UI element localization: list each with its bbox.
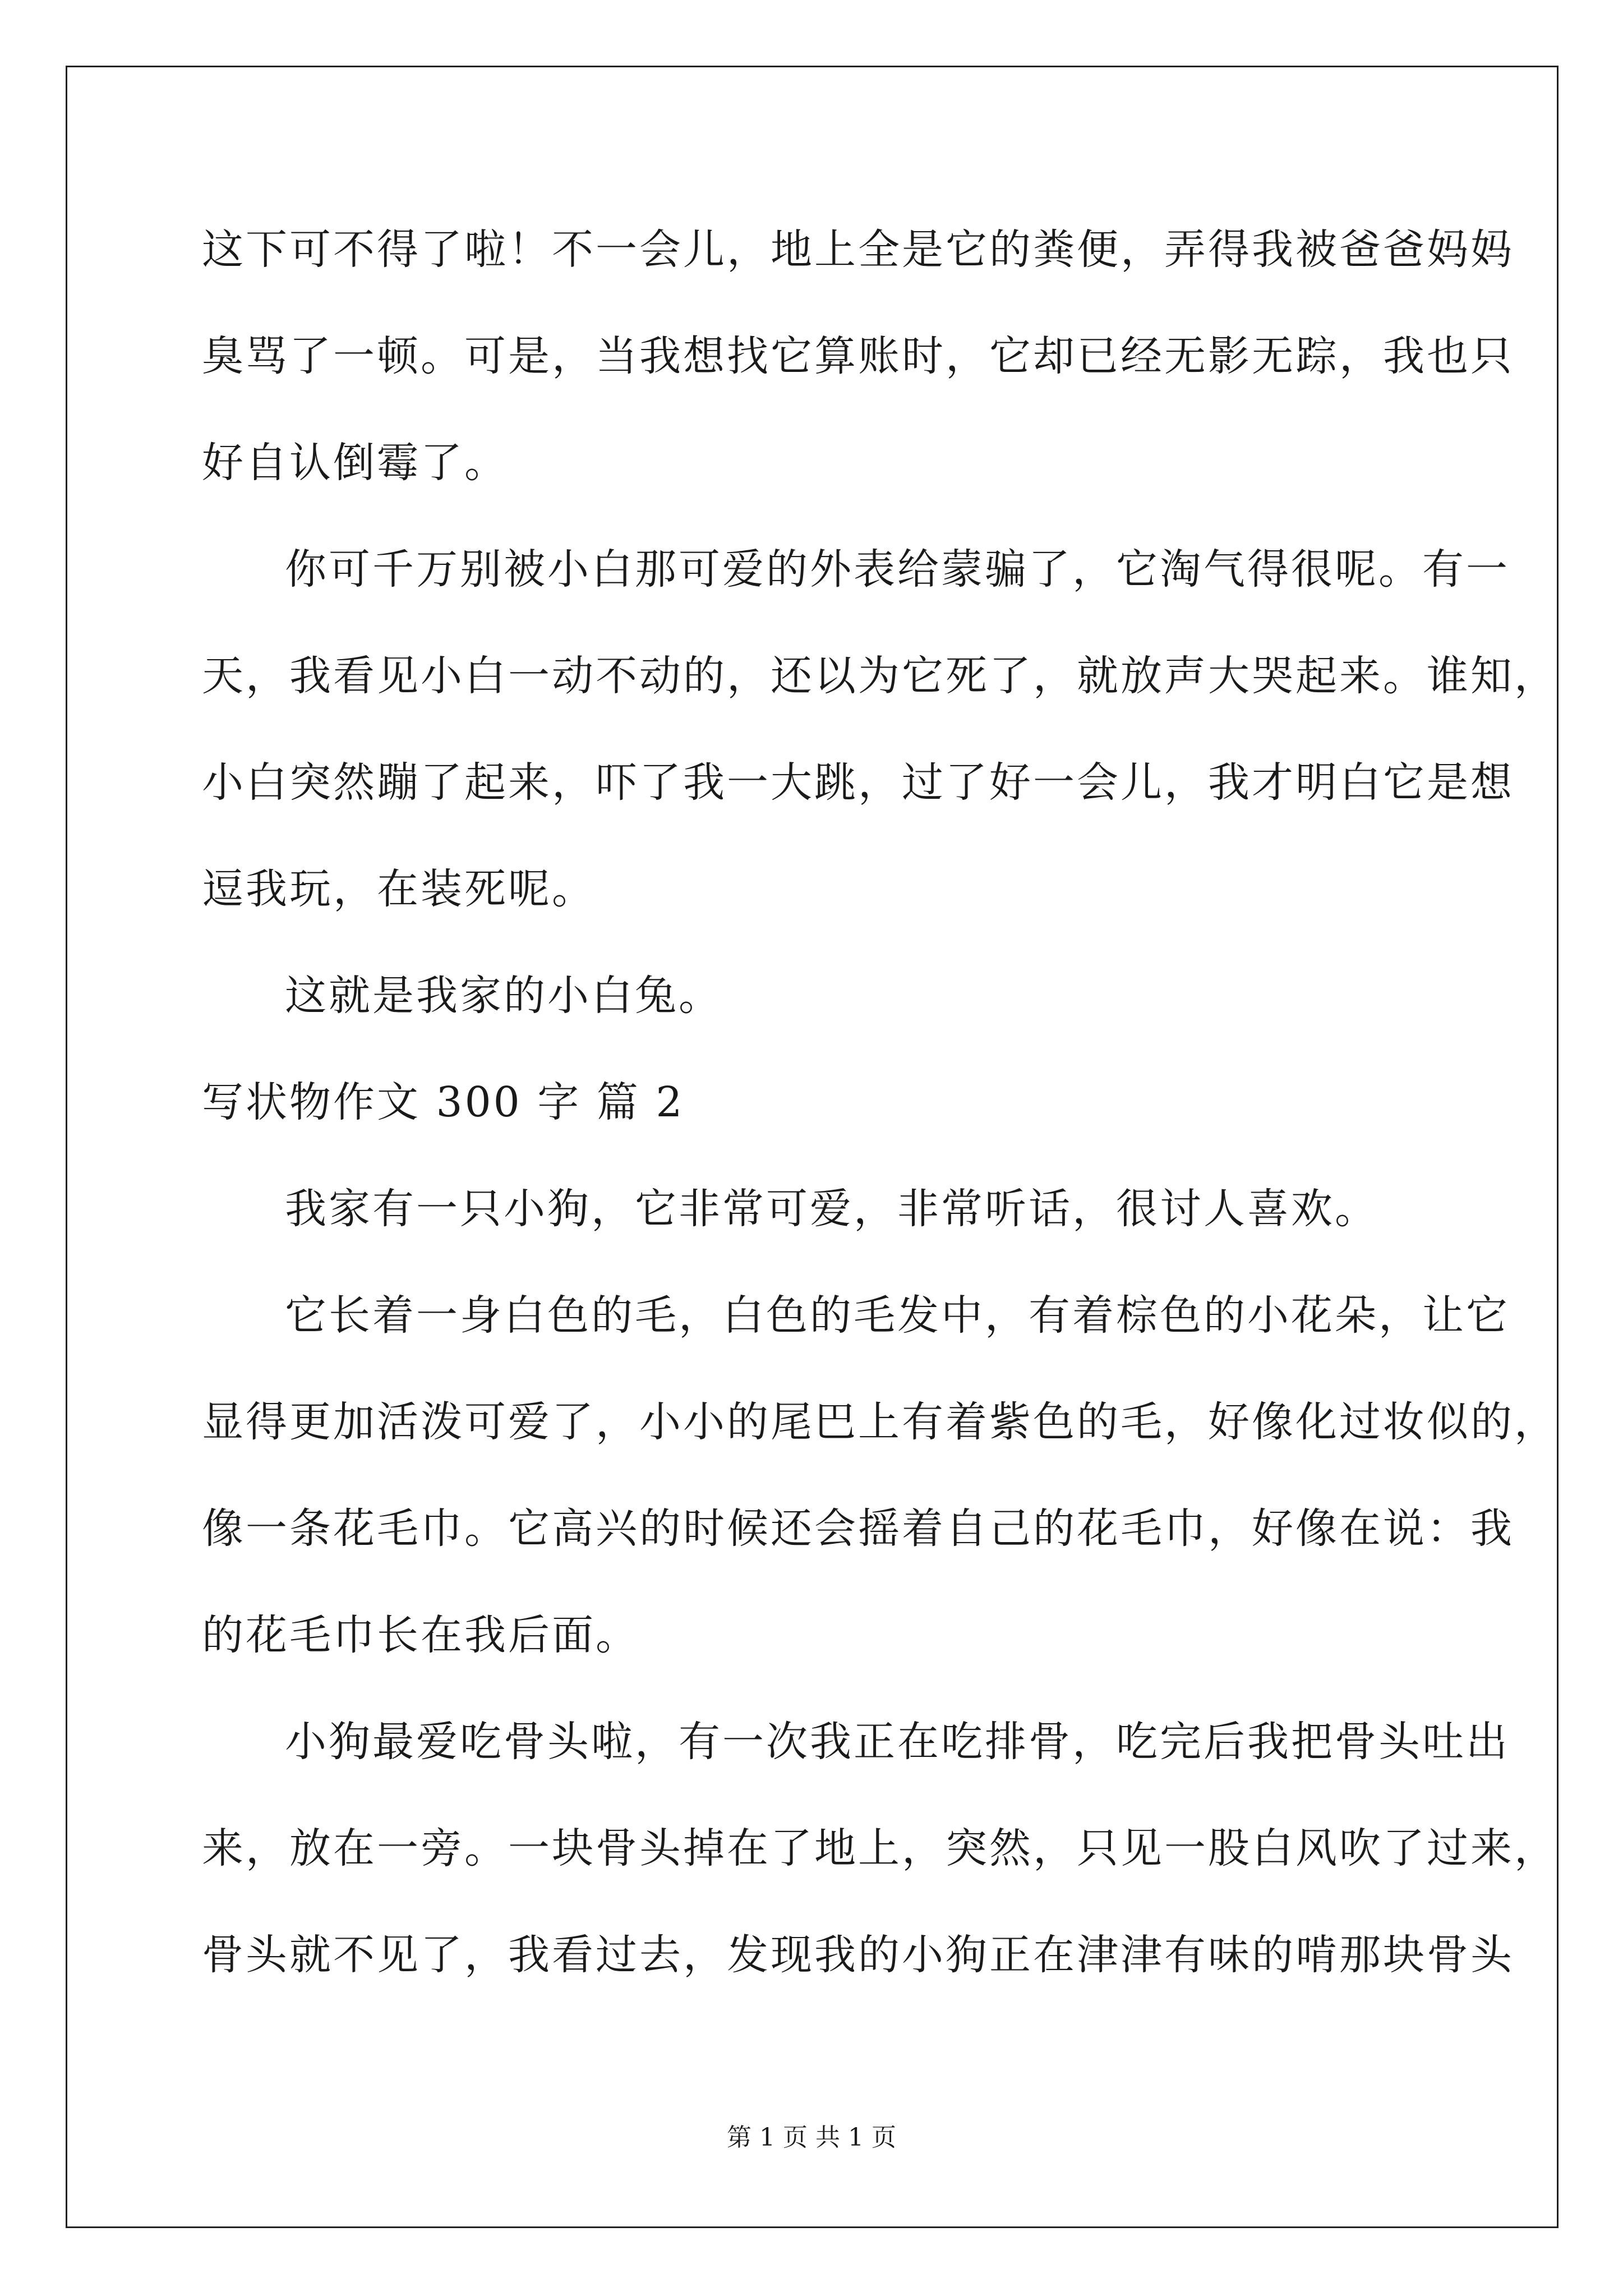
page-number-footer: 第 1 页 共 1 页 xyxy=(727,2123,896,2152)
text-line: 这下可不得了啦！不一会儿，地上全是它的粪便，弄得我被爸爸妈妈 xyxy=(202,226,1514,274)
text-line: 臭骂了一顿。可是，当我想找它算账时，它却已经无影无踪，我也只 xyxy=(202,332,1514,380)
page-border xyxy=(66,66,1559,2228)
text-line: 的花毛巾长在我后面。 xyxy=(202,1611,639,1659)
text-line: 逗我玩，在装死呢。 xyxy=(202,865,596,913)
paragraph-start: 我家有一只小狗，它非常可爱，非常听话，很讨人喜欢。 xyxy=(285,1185,1378,1233)
paragraph-start: 小狗最爱吃骨头啦，有一次我正在吃排骨，吃完后我把骨头吐出 xyxy=(285,1718,1510,1766)
text-line: 像一条花毛巾。它高兴的时候还会摇着自己的花毛巾，好像在说：我 xyxy=(202,1504,1514,1553)
text-line: 显得更加活泼可爱了，小小的尾巴上有着紫色的毛，好像化过妆似的， xyxy=(202,1398,1558,1446)
text-line: 小白突然蹦了起来，吓了我一大跳，过了好一会儿，我才明白它是想 xyxy=(202,758,1514,807)
text-line: 来，放在一旁。一块骨头掉在了地上，突然，只见一股白风吹了过来， xyxy=(202,1824,1558,1872)
paragraph-start: 你可千万别被小白那可爱的外表给蒙骗了，它淘气得很呢。有一 xyxy=(285,545,1510,593)
paragraph-start: 这就是我家的小白兔。 xyxy=(285,972,722,1020)
paragraph-start: 它长着一身白色的毛，白色的毛发中，有着棕色的小花朵，让它 xyxy=(285,1291,1510,1340)
text-line: 骨头就不见了，我看过去，发现我的小狗正在津津有味的啃那块骨头 xyxy=(202,1931,1514,1979)
section-heading: 写状物作文 300 字 篇 2 xyxy=(202,1078,685,1126)
text-line: 天，我看见小白一动不动的，还以为它死了，就放声大哭起来。谁知， xyxy=(202,652,1558,700)
text-line: 好自认倒霉了。 xyxy=(202,439,508,487)
